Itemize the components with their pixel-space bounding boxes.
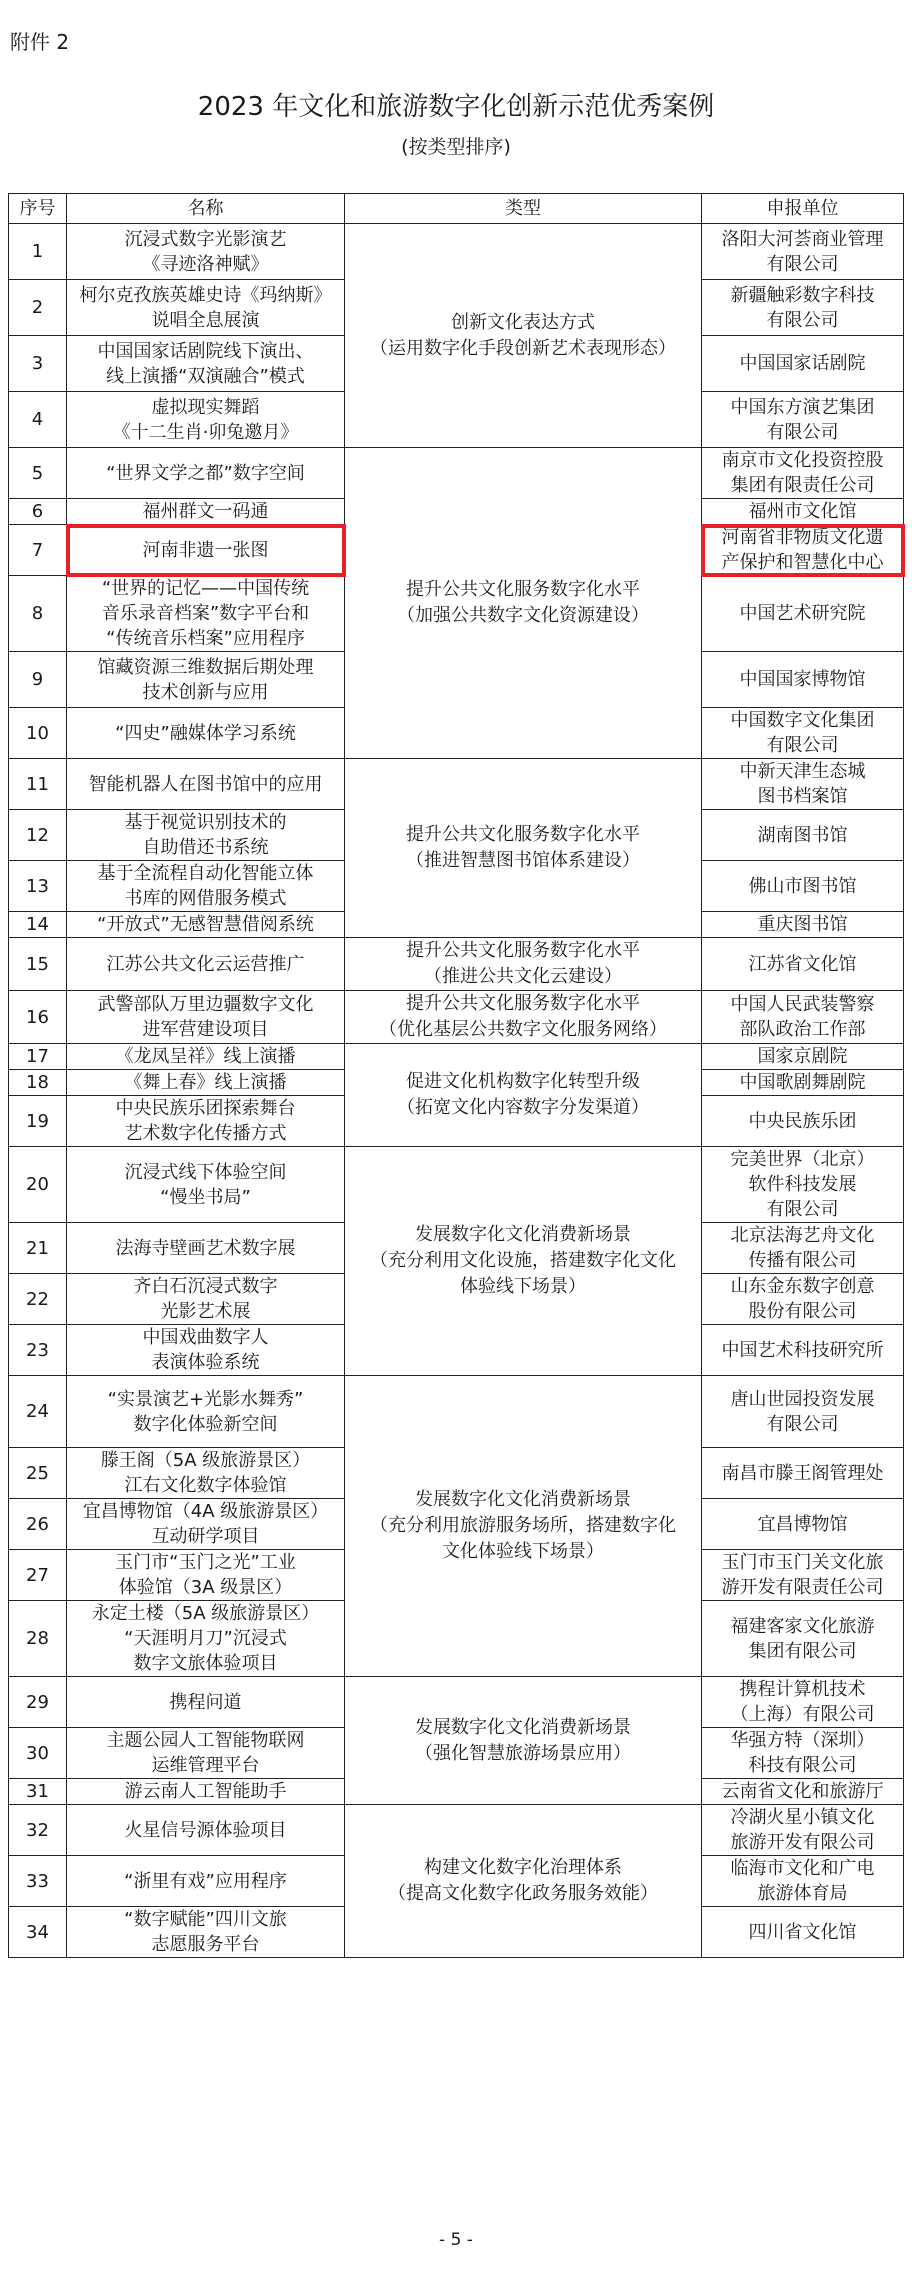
case-name	[67, 708, 345, 759]
case-type-line: （拓宽文化内容数字分发渠道）	[397, 1097, 649, 1118]
table-row	[9, 759, 904, 810]
case-name	[67, 1070, 345, 1096]
row-number: 14	[9, 912, 67, 938]
case-name-line: “实景演艺+光影水舞秀”	[107, 1388, 304, 1410]
case-name	[67, 652, 345, 708]
applicant-unit-line: 福建客家文化旅游	[730, 1615, 875, 1637]
case-name	[67, 810, 345, 861]
case-type-line: 发展数字化文化消费新场景	[415, 1489, 631, 1510]
case-name-line: 《寻迹洛神赋》	[142, 253, 269, 275]
applicant-unit-line: 湖南图书馆	[757, 824, 848, 846]
row-number: 19	[9, 1096, 67, 1147]
applicant-unit-line: 旅游体育局	[757, 1883, 848, 1904]
case-name-line: 互动研学项目	[151, 1526, 260, 1547]
table-row	[9, 991, 904, 1044]
applicant-unit-line: 山东金东数字创意	[730, 1276, 875, 1297]
case-name-line: 主题公园人工智能物联网	[106, 1730, 305, 1751]
row-number: 27	[9, 1550, 67, 1601]
case-name	[67, 1779, 345, 1805]
case-name	[67, 1096, 345, 1147]
case-name-line: 表演体验系统	[151, 1352, 260, 1373]
row-number: 1	[9, 224, 67, 280]
case-name	[67, 1274, 345, 1325]
row-number: 13	[9, 861, 67, 912]
case-name-line: 志愿服务平台	[151, 1934, 260, 1955]
case-name-line: 艺术数字化传播方式	[124, 1123, 287, 1144]
applicant-unit	[702, 810, 904, 861]
applicant-unit-line: 传播有限公司	[748, 1250, 857, 1271]
case-name	[67, 861, 345, 912]
case-type-line: 文化体验线下场景）	[442, 1541, 604, 1562]
row-number: 22	[9, 1274, 67, 1325]
document-subtitle: (按类型排序)	[401, 136, 511, 158]
case-name-line: 沉浸式线下体验空间	[124, 1161, 287, 1183]
case-name-line: 技术创新与应用	[142, 681, 269, 703]
row-number: 29	[9, 1677, 67, 1728]
row-number: 26	[9, 1499, 67, 1550]
row-number: 10	[9, 708, 67, 759]
case-name-line: 说唱全息展演	[151, 309, 260, 331]
row-number: 4	[9, 392, 67, 448]
applicant-unit	[702, 708, 904, 759]
case-type-line: 提升公共文化服务数字化水平	[406, 940, 640, 961]
applicant-unit-line: 中国艺术研究院	[739, 603, 866, 624]
header-type: 类型	[345, 194, 702, 224]
applicant-unit-line: 南京市文化投资控股	[721, 450, 884, 471]
case-name-line: 游云南人工智能助手	[124, 1781, 287, 1802]
applicant-unit	[702, 1448, 904, 1499]
case-type	[345, 938, 702, 991]
case-name	[67, 1550, 345, 1601]
case-name-line: 齐白石沉浸式数字	[133, 1276, 278, 1297]
case-name-line: 携程问道	[169, 1691, 242, 1713]
table-header-row	[9, 194, 904, 224]
case-name-line: 光影艺术展	[160, 1301, 251, 1322]
applicant-unit-line: 有限公司	[766, 309, 839, 331]
applicant-unit-line: 宜昌博物馆	[757, 1513, 848, 1535]
applicant-unit-line: 临海市文化和广电	[730, 1858, 875, 1879]
applicant-unit-line: 唐山世园投资发展	[730, 1388, 875, 1410]
case-type-line: （推进公共文化云建设）	[424, 966, 622, 987]
case-type-line: 发展数字化文化消费新场景	[415, 1224, 631, 1245]
applicant-unit-line: 河南省非物质文化遗	[721, 527, 884, 548]
applicant-unit	[702, 1376, 904, 1448]
case-name	[67, 1499, 345, 1550]
case-type-line: 发展数字化文化消费新场景	[415, 1716, 631, 1738]
applicant-unit	[702, 1044, 904, 1070]
case-name-line: 数字化体验新空间	[133, 1413, 278, 1435]
case-name-line: 福州群文一码通	[142, 501, 269, 522]
case-name-line: “世界文学之都”数字空间	[106, 462, 305, 484]
applicant-unit-line: 中国国家博物馆	[739, 669, 866, 690]
applicant-unit	[702, 938, 904, 991]
case-name	[67, 1223, 345, 1274]
row-number: 21	[9, 1223, 67, 1274]
case-name-line: “浙里有戏”应用程序	[124, 1870, 287, 1892]
case-type	[345, 224, 702, 448]
row-number: 2	[9, 280, 67, 336]
header-unit: 申报单位	[702, 194, 904, 224]
applicant-unit-line: 重庆图书馆	[757, 914, 848, 935]
case-name	[67, 1677, 345, 1728]
case-type-line: （推进智慧图书馆体系建设）	[406, 850, 640, 871]
table-body	[9, 224, 904, 1958]
case-name	[67, 499, 345, 525]
applicant-unit	[702, 576, 904, 652]
table-row	[9, 1044, 904, 1070]
applicant-unit-line: 部队政治工作部	[739, 1019, 866, 1040]
applicant-unit	[702, 1096, 904, 1147]
case-type-line: 提升公共文化服务数字化水平	[406, 993, 640, 1014]
case-name	[67, 576, 345, 652]
case-name-line: “天涯明月刀”沉浸式	[124, 1628, 287, 1649]
applicant-unit	[702, 1070, 904, 1096]
case-name	[67, 1728, 345, 1779]
page-number: - 5 -	[439, 2230, 473, 2250]
applicant-unit	[702, 1147, 904, 1223]
case-type	[345, 991, 702, 1044]
case-name	[67, 1856, 345, 1907]
case-name-line: 柯尔克孜族英雄史诗《玛纳斯》	[79, 284, 332, 306]
row-number: 33	[9, 1856, 67, 1907]
case-type-line: （充分利用文化设施，搭建数字化文化	[370, 1250, 676, 1271]
applicant-unit-line: 有限公司	[766, 253, 839, 275]
row-number: 12	[9, 810, 67, 861]
case-name-line: 基于全流程自动化智能立体	[97, 863, 314, 884]
applicant-unit	[702, 1856, 904, 1907]
case-type-line: 促进文化机构数字化转型升级	[406, 1071, 640, 1092]
case-name	[67, 938, 345, 991]
case-name	[67, 1044, 345, 1070]
applicant-unit	[702, 991, 904, 1044]
case-type	[345, 1044, 702, 1147]
applicant-unit-line: 福州市文化馆	[748, 501, 857, 522]
table-row	[9, 1805, 904, 1856]
row-number: 28	[9, 1601, 67, 1677]
applicant-unit	[702, 1779, 904, 1805]
case-name	[67, 1376, 345, 1448]
row-number: 23	[9, 1325, 67, 1376]
case-name-line: 江苏公共文化云运营推广	[106, 953, 305, 975]
row-number: 9	[9, 652, 67, 708]
applicant-unit-line: 有限公司	[766, 735, 839, 756]
case-name	[67, 1325, 345, 1376]
row-number: 5	[9, 448, 67, 499]
applicant-unit-line: 四川省文化馆	[748, 1921, 857, 1943]
case-name-line: 馆藏资源三维数据后期处理	[97, 656, 314, 678]
row-number: 30	[9, 1728, 67, 1779]
case-name-line: 沉浸式数字光影演艺	[124, 228, 287, 250]
header-name: 名称	[67, 194, 345, 224]
case-type-line: （强化智慧旅游场景应用）	[415, 1742, 631, 1764]
case-name-line: 火星信号源体验项目	[124, 1819, 287, 1841]
row-number: 25	[9, 1448, 67, 1499]
applicant-unit-line: 国家京剧院	[757, 1046, 848, 1067]
case-name-line: 虚拟现实舞蹈	[151, 396, 260, 418]
case-name-line: 自助借还书系统	[142, 837, 269, 858]
case-type	[345, 759, 702, 938]
case-name-line: 智能机器人在图书馆中的应用	[88, 773, 323, 795]
case-name-line: 《十二生肖·卯兔邀月》	[112, 421, 299, 443]
case-type-line: 创新文化表达方式	[451, 311, 595, 333]
applicant-unit-line: 产保护和智慧化中心	[721, 552, 884, 573]
applicant-unit	[702, 1274, 904, 1325]
applicant-unit	[702, 392, 904, 448]
row-number: 34	[9, 1907, 67, 1958]
applicant-unit-line: 江苏省文化馆	[748, 953, 857, 975]
case-name	[67, 224, 345, 280]
applicant-unit	[702, 861, 904, 912]
applicant-unit	[702, 525, 904, 576]
case-name-line: 宜昌博物馆（4A 级旅游景区）	[82, 1501, 329, 1522]
row-number: 6	[9, 499, 67, 525]
applicant-unit-line: 华强方特（深圳）	[730, 1730, 875, 1751]
case-name	[67, 991, 345, 1044]
row-number: 24	[9, 1376, 67, 1448]
case-name-line: 数字文旅体验项目	[133, 1653, 278, 1674]
case-name	[67, 448, 345, 499]
applicant-unit	[702, 1223, 904, 1274]
applicant-unit	[702, 224, 904, 280]
applicant-unit	[702, 912, 904, 938]
attachment-label: 附件 2	[10, 30, 70, 54]
table-row	[9, 938, 904, 991]
row-number: 15	[9, 938, 67, 991]
case-name	[67, 1601, 345, 1677]
case-type	[345, 1805, 702, 1958]
case-name-line: “数字赋能”四川文旅	[124, 1909, 287, 1930]
table-row	[9, 224, 904, 280]
applicant-unit-line: 中国人民武装警察	[730, 994, 875, 1015]
case-name-line: “慢坐书局”	[160, 1186, 251, 1208]
case-type-line: 提升公共文化服务数字化水平	[406, 824, 640, 845]
table-row	[9, 1376, 904, 1448]
applicant-unit-line: 中央民族乐团	[748, 1110, 857, 1132]
applicant-unit-line: 洛阳大河荟商业管理	[721, 228, 884, 250]
table-row	[9, 448, 904, 499]
case-type	[345, 1677, 702, 1805]
applicant-unit-line: 旅游开发有限公司	[730, 1832, 875, 1853]
row-number: 7	[9, 525, 67, 576]
case-name	[67, 759, 345, 810]
case-name-line: 基于视觉识别技术的	[124, 812, 287, 833]
case-name	[67, 1907, 345, 1958]
applicant-unit	[702, 448, 904, 499]
applicant-unit-line: 玉门市玉门关文化旅	[721, 1552, 884, 1573]
case-type	[345, 1147, 702, 1376]
case-type-line: 提升公共文化服务数字化水平	[406, 579, 640, 600]
header-no: 序号	[9, 194, 67, 224]
case-name-line: 永定土楼（5A 级旅游景区）	[91, 1603, 320, 1624]
case-name-line: “世界的记忆——中国传统	[101, 578, 310, 599]
applicant-unit-line: 中国数字文化集团	[730, 710, 875, 731]
applicant-unit	[702, 1728, 904, 1779]
table-row	[9, 1677, 904, 1728]
applicant-unit-line: 科技有限公司	[748, 1755, 857, 1776]
case-type-line: （加强公共数字文化资源建设）	[397, 605, 649, 626]
applicant-unit-line: 中国艺术科技研究所	[721, 1339, 884, 1361]
applicant-unit-line: 完美世界（北京）	[730, 1149, 875, 1170]
case-name-line: 《舞上春》线上演播	[124, 1072, 287, 1093]
case-name	[67, 525, 345, 576]
case-name-line: 江右文化数字体验馆	[124, 1475, 287, 1496]
applicant-unit	[702, 652, 904, 708]
case-name-line: 书库的网借服务模式	[124, 888, 287, 909]
case-name	[67, 1448, 345, 1499]
case-name	[67, 336, 345, 392]
applicant-unit	[702, 280, 904, 336]
case-name-line: 玉门市“玉门之光”工业	[115, 1552, 296, 1573]
case-name-line: “开放式”无感智慧借阅系统	[97, 914, 314, 935]
case-type-line: （提高文化数字化政务服务效能）	[388, 1883, 658, 1904]
applicant-unit	[702, 1325, 904, 1376]
case-name-line: 《龙凤呈祥》线上演播	[115, 1046, 296, 1067]
row-number: 18	[9, 1070, 67, 1096]
case-name-line: “四史”融媒体学习系统	[115, 722, 296, 744]
applicant-unit-line: 南昌市滕王阁管理处	[721, 1462, 884, 1484]
document-title: 2023 年文化和旅游数字化创新示范优秀案例	[197, 92, 715, 122]
applicant-unit-line: 携程计算机技术	[739, 1679, 866, 1700]
applicant-unit-line: （上海）有限公司	[730, 1704, 875, 1725]
applicant-unit-line: 集团有限公司	[748, 1640, 857, 1662]
case-name-line: 线上演播“双演融合”模式	[106, 365, 305, 387]
applicant-unit	[702, 1601, 904, 1677]
applicant-unit	[702, 499, 904, 525]
applicant-unit-line: 新疆触彩数字科技	[730, 284, 875, 306]
applicant-unit-line: 北京法海艺舟文化	[730, 1225, 875, 1246]
applicant-unit	[702, 1805, 904, 1856]
applicant-unit-line: 软件科技发展	[748, 1174, 857, 1195]
row-number: 16	[9, 991, 67, 1044]
applicant-unit-line: 中国东方演艺集团	[730, 396, 875, 418]
case-name-line: 法海寺壁画艺术数字展	[115, 1237, 296, 1259]
applicant-unit	[702, 1550, 904, 1601]
applicant-unit	[702, 1907, 904, 1958]
row-number: 8	[9, 576, 67, 652]
case-type-line: 构建文化数字化治理体系	[424, 1857, 622, 1878]
case-name-line: 体验馆（3A 级景区）	[118, 1577, 293, 1598]
applicant-unit	[702, 336, 904, 392]
case-type-line: （运用数字化手段创新艺术表现形态）	[370, 337, 676, 359]
applicant-unit-line: 云南省文化和旅游厅	[721, 1781, 884, 1802]
cases-table	[8, 193, 904, 1958]
case-name	[67, 280, 345, 336]
applicant-unit-line: 中国国家话剧院	[739, 353, 866, 374]
case-name-line: 中央民族乐团探索舞台	[115, 1098, 296, 1119]
row-number: 17	[9, 1044, 67, 1070]
applicant-unit-line: 佛山市图书馆	[748, 875, 857, 897]
case-type-line: 体验线下场景）	[460, 1276, 586, 1297]
row-number: 3	[9, 336, 67, 392]
case-name	[67, 392, 345, 448]
applicant-unit-line: 中国歌剧舞剧院	[739, 1072, 866, 1093]
applicant-unit	[702, 1677, 904, 1728]
case-type	[345, 448, 702, 759]
applicant-unit-line: 有限公司	[766, 421, 839, 443]
applicant-unit-line: 图书档案馆	[757, 786, 848, 807]
case-name-line: 武警部队万里边疆数字文化	[97, 994, 314, 1015]
case-name-line: 音乐录音档案”数字平台和	[101, 603, 310, 624]
applicant-unit-line: 冷湖火星小镇文化	[730, 1807, 875, 1828]
case-name-line: 中国戏曲数字人	[142, 1327, 269, 1348]
applicant-unit-line: 集团有限责任公司	[730, 475, 875, 496]
case-name	[67, 912, 345, 938]
applicant-unit-line: 有限公司	[766, 1413, 839, 1435]
case-type-line: （充分利用旅游服务场所，搭建数字化	[370, 1515, 676, 1536]
table-row	[9, 1147, 904, 1223]
case-name-line: 进军营建设项目	[142, 1019, 269, 1040]
case-name-line: “传统音乐档案”应用程序	[106, 628, 305, 649]
case-name-line: 中国国家话剧院线下演出、	[97, 340, 314, 362]
row-number: 11	[9, 759, 67, 810]
row-number: 32	[9, 1805, 67, 1856]
case-name-line: 滕王阁（5A 级旅游景区）	[100, 1450, 311, 1471]
case-type-line: （优化基层公共数字文化服务网络）	[379, 1019, 667, 1040]
applicant-unit	[702, 759, 904, 810]
applicant-unit-line: 股份有限公司	[748, 1301, 857, 1322]
case-name-line: 河南非遗一张图	[142, 539, 269, 561]
row-number: 20	[9, 1147, 67, 1223]
case-name	[67, 1805, 345, 1856]
case-name-line: 运维管理平台	[151, 1755, 260, 1776]
case-name	[67, 1147, 345, 1223]
row-number: 31	[9, 1779, 67, 1805]
applicant-unit-line: 中新天津生态城	[739, 761, 866, 782]
applicant-unit-line: 游开发有限责任公司	[721, 1577, 884, 1598]
case-type	[345, 1376, 702, 1677]
applicant-unit-line: 有限公司	[766, 1199, 839, 1220]
applicant-unit	[702, 1499, 904, 1550]
